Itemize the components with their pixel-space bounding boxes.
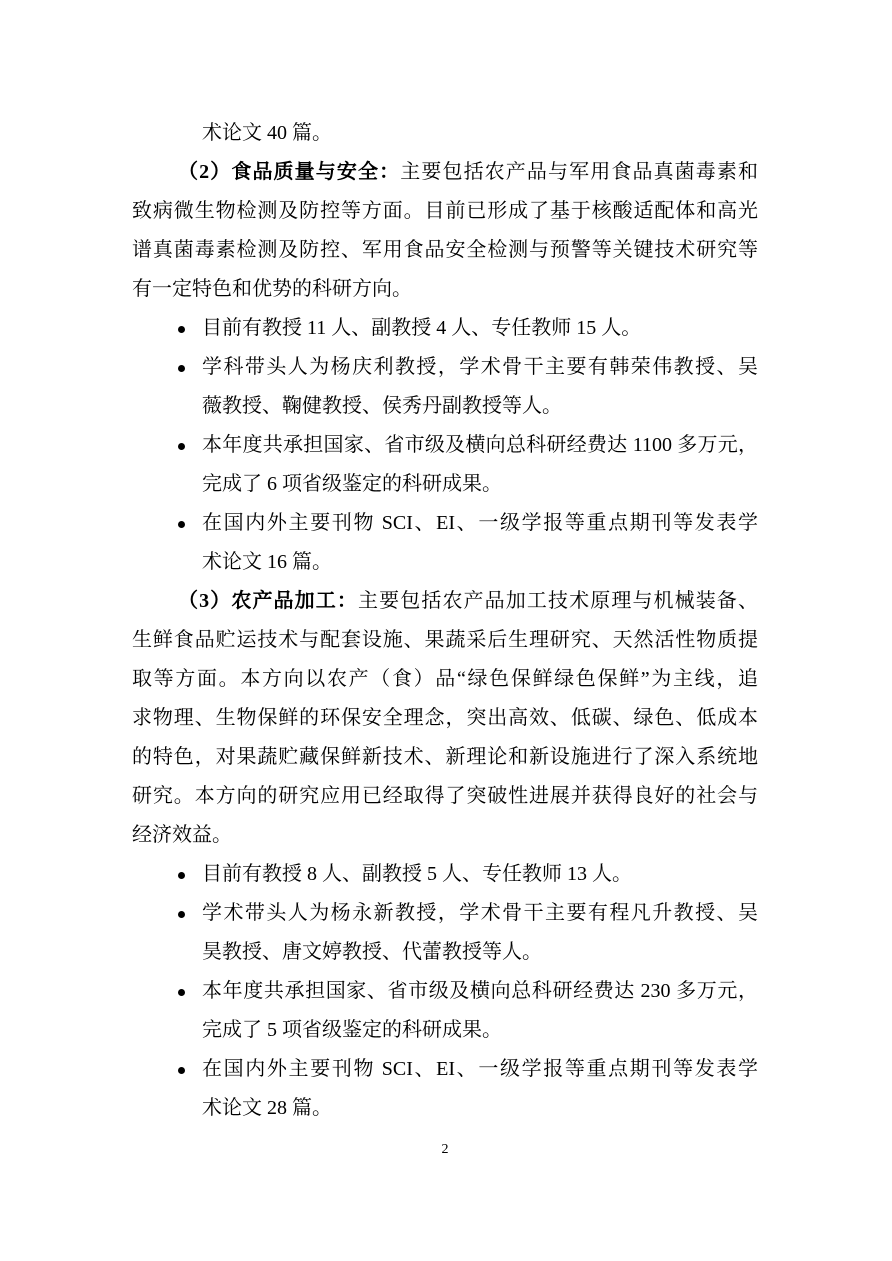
bullet-line: 目前有教授 11 人、副教授 4 人、专任教师 15 人。 bbox=[202, 317, 642, 339]
body-line: 取等方面。本方向以农产（食）品“绿色保鲜绿色保鲜”为主线，追 bbox=[132, 668, 758, 690]
bullet-dot-icon bbox=[178, 326, 185, 333]
body-line: 生鲜食品贮运技术与配套设施、果蔬采后生理研究、天然活性物质提 bbox=[132, 629, 758, 651]
body-line bbox=[132, 153, 758, 192]
section-3-heading: （3）农产品加工： bbox=[178, 590, 358, 612]
bullet-line: 术论文 28 篇。 bbox=[202, 1097, 332, 1119]
bullet-line: 本年度共承担国家、省市级及横向总科研经费达 230 多万元， bbox=[202, 980, 758, 1002]
body-line: 研究。本方向的研究应用已经取得了突破性进展并获得良好的社会与 bbox=[132, 785, 758, 807]
bullet-item bbox=[132, 504, 758, 582]
bullet-dot-icon bbox=[178, 989, 185, 996]
bullet-item bbox=[132, 972, 758, 1050]
body-line: 的特色，对果蔬贮藏保鲜新技术、新理论和新设施进行了深入系统地 bbox=[132, 746, 758, 768]
bullet-dot-icon bbox=[178, 365, 185, 372]
body-line-text: 主要包括农产品与军用食品真菌毒素和 bbox=[400, 161, 758, 183]
bullet-dot-icon bbox=[178, 911, 185, 918]
bullet-dot-icon bbox=[178, 443, 185, 450]
bullet-line: 薇教授、鞠健教授、侯秀丹副教授等人。 bbox=[202, 395, 562, 417]
bullet-line: 目前有教授 8 人、副教授 5 人、专任教师 13 人。 bbox=[202, 863, 632, 885]
body-line-text: 主要包括农产品加工技术原理与机械装备、 bbox=[358, 590, 758, 612]
bullet-dot-icon bbox=[178, 521, 185, 528]
bullet-item bbox=[132, 348, 758, 426]
page-number: 2 bbox=[441, 1142, 449, 1157]
bullet-line: 学术带头人为杨永新教授，学术骨干主要有程凡升教授、吴 bbox=[202, 902, 758, 924]
section-2-paragraph bbox=[132, 153, 758, 309]
section-3-bullet-list bbox=[132, 855, 758, 1128]
bullet-line: 完成了 6 项省级鉴定的科研成果。 bbox=[202, 473, 502, 495]
bullet-line: 在国内外主要刊物 SCI、EI、一级学报等重点期刊等发表学 bbox=[202, 512, 758, 534]
bullet-line: 在国内外主要刊物 SCI、EI、一级学报等重点期刊等发表学 bbox=[202, 1058, 758, 1080]
bullet-dot-icon bbox=[178, 872, 185, 879]
bullet-item bbox=[132, 894, 758, 972]
bullet-line: 学科带头人为杨庆利教授，学术骨干主要有韩荣伟教授、吴 bbox=[202, 356, 758, 378]
bullet-line: 完成了 5 项省级鉴定的科研成果。 bbox=[202, 1019, 502, 1041]
body-line: 求物理、生物保鲜的环保安全理念，突出高效、低碳、绿色、低成本 bbox=[132, 707, 758, 729]
bullet-item bbox=[132, 1050, 758, 1128]
bullet-item bbox=[132, 309, 758, 348]
paragraph-continuation-line: 术论文 40 篇。 bbox=[202, 122, 332, 144]
bullet-item bbox=[132, 426, 758, 504]
body-line: 谱真菌毒素检测及防控、军用食品安全检测与预警等关键技术研究等 bbox=[132, 239, 758, 261]
body-line: 致病微生物检测及防控等方面。目前已形成了基于核酸适配体和高光 bbox=[132, 200, 758, 222]
body-line: 有一定特色和优势的科研方向。 bbox=[132, 278, 412, 300]
body-line bbox=[132, 582, 758, 621]
bullet-dot-icon bbox=[178, 1067, 185, 1074]
section-2-heading: （2）食品质量与安全： bbox=[178, 161, 401, 183]
bullet-line: 昊教授、唐文婷教授、代蕾教授等人。 bbox=[202, 941, 542, 963]
bullet-line: 术论文 16 篇。 bbox=[202, 551, 332, 573]
body-line: 经济效益。 bbox=[132, 824, 232, 846]
section-2-bullet-list bbox=[132, 309, 758, 582]
bullet-line: 本年度共承担国家、省市级及横向总科研经费达 1100 多万元， bbox=[202, 434, 758, 456]
section-3-paragraph bbox=[132, 582, 758, 855]
bullet-item bbox=[132, 855, 758, 894]
